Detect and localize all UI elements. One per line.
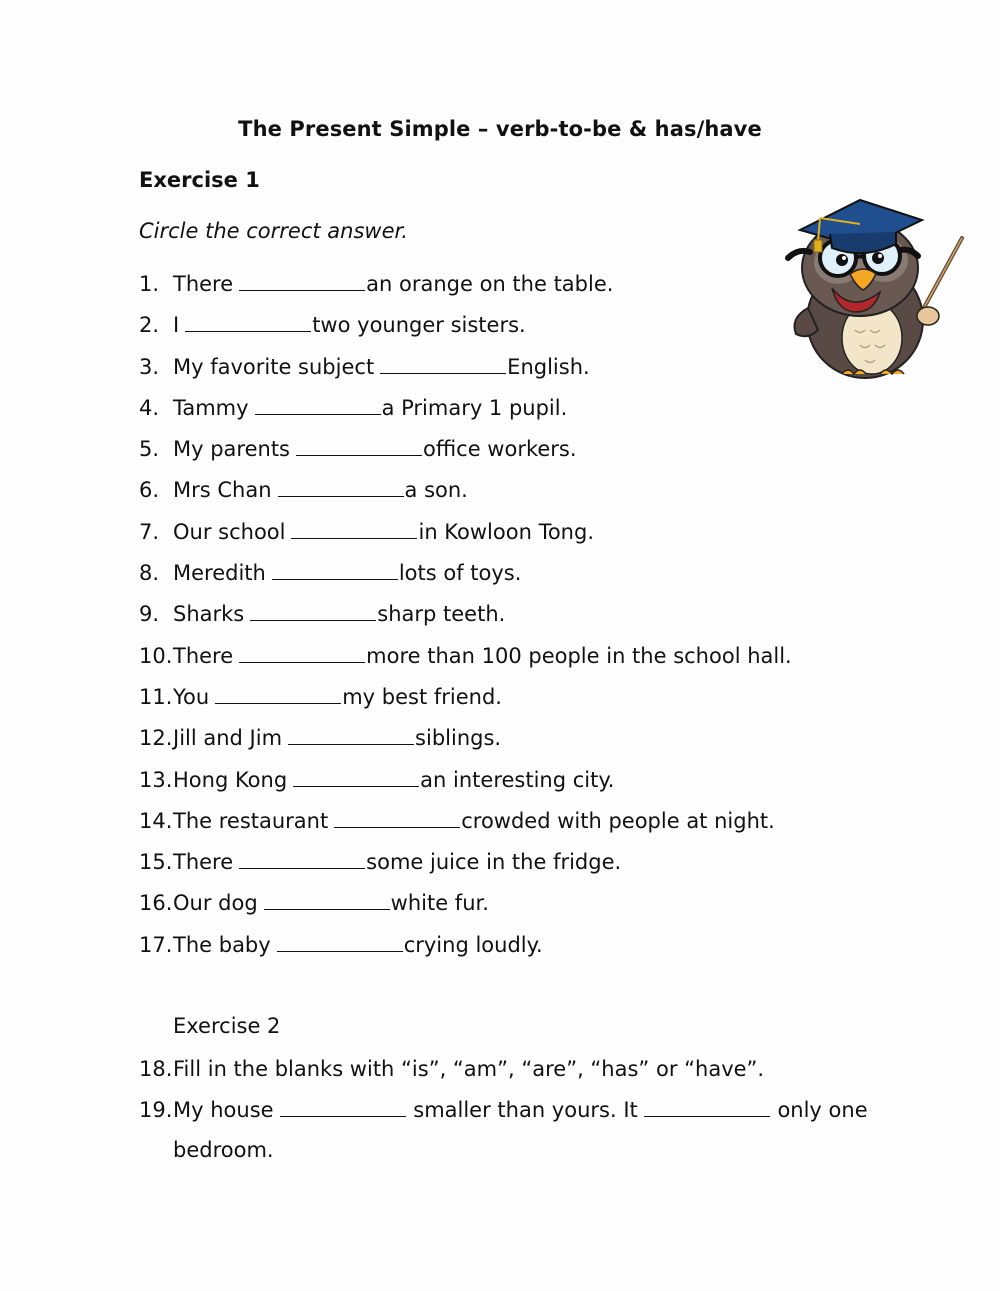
list-item — [139, 1096, 899, 1137]
answer-blank[interactable] — [255, 394, 381, 415]
answer-blank[interactable] — [272, 559, 398, 580]
list-item — [139, 559, 899, 600]
question-number: 1. — [139, 272, 160, 296]
question-text-before: Mrs Chan — [173, 478, 272, 503]
question-text-before: Hong Kong — [173, 767, 288, 792]
question-text-before: I — [173, 313, 180, 338]
answer-blank[interactable] — [239, 848, 365, 869]
list-item — [139, 848, 899, 889]
list-item — [139, 642, 899, 683]
question-text — [173, 807, 775, 835]
question-text-before: There — [173, 643, 234, 668]
question-text-before: Our school — [173, 519, 286, 544]
question-text-after: two younger sisters. — [312, 313, 526, 338]
question-text-after: in Kowloon Tong. — [418, 519, 594, 544]
question-text-after: an orange on the table. — [366, 272, 614, 296]
answer-blank[interactable] — [380, 353, 506, 374]
answer-blank[interactable] — [291, 518, 417, 539]
question-text-before: Sharks — [173, 602, 245, 627]
question-number: 15. — [139, 850, 173, 875]
list-item — [139, 600, 899, 641]
question-number: 12. — [139, 726, 173, 751]
question-number: 18. — [139, 1057, 173, 1081]
question-number: 14. — [139, 808, 173, 833]
answer-blank[interactable] — [644, 1096, 770, 1117]
question-text-after: my best friend. — [342, 684, 502, 709]
answer-blank[interactable] — [277, 931, 403, 952]
question-text-before: Meredith — [173, 561, 266, 586]
question-number: 5. — [139, 437, 160, 462]
question-text-part: smaller than yours. It — [413, 1098, 638, 1123]
question-text-after: white fur. — [390, 891, 489, 916]
owl-teacher-icon — [780, 190, 970, 390]
question-text-after: a Primary 1 pupil. — [381, 395, 568, 420]
question-text — [173, 270, 613, 298]
list-item — [139, 889, 899, 930]
answer-blank[interactable] — [293, 766, 419, 787]
question-text — [173, 848, 621, 876]
question-text — [173, 311, 526, 339]
question-text — [173, 435, 577, 463]
list-item — [139, 766, 899, 807]
question-text-after: an interesting city. — [420, 767, 615, 792]
question-text-before: Our dog — [173, 891, 258, 916]
question-text-before: My parents — [173, 437, 290, 462]
question-text — [173, 889, 489, 917]
question-number: 11. — [139, 684, 173, 709]
question-text-after: sharp teeth. — [377, 602, 506, 627]
list-item — [139, 724, 899, 765]
answer-blank[interactable] — [185, 311, 311, 332]
question-text — [173, 766, 614, 794]
question-text-before: You — [173, 684, 210, 709]
question-text-before: The restaurant — [173, 808, 329, 833]
question-text-after: English. — [507, 354, 590, 379]
question-text-after: more than 100 people in the school hall. — [366, 643, 792, 668]
question-text: Fill in the blanks with “is”, “am”, “are”, “has” or “have”. — [173, 1057, 765, 1081]
question-text-after: crying loudly. — [403, 932, 543, 957]
question-text-after: office workers. — [423, 437, 577, 462]
question-number: 19. — [139, 1098, 173, 1123]
question-text — [173, 642, 792, 670]
list-item — [139, 683, 899, 724]
question-text-before: Jill and Jim — [173, 726, 283, 751]
exercise-2-heading: Exercise 2 — [173, 1014, 281, 1038]
question-text — [173, 353, 590, 381]
question-number: 10. — [139, 643, 173, 668]
question-number: 8. — [139, 561, 160, 586]
answer-blank[interactable] — [280, 1096, 406, 1117]
answer-blank[interactable] — [250, 600, 376, 621]
question-text-after: lots of toys. — [398, 561, 522, 586]
question-number: 4. — [139, 395, 160, 420]
list-item — [139, 394, 899, 435]
question-continuation: bedroom. — [173, 1138, 274, 1162]
question-text — [173, 394, 567, 422]
question-text — [173, 931, 543, 959]
question-number: 17. — [139, 932, 173, 957]
question-text-part: only one — [777, 1098, 868, 1123]
list-item — [139, 1055, 899, 1096]
list-item — [139, 807, 899, 848]
question-number: 6. — [139, 478, 160, 503]
question-number: 2. — [139, 313, 160, 338]
question-number: 16. — [139, 891, 173, 916]
question-number: 3. — [139, 354, 160, 379]
answer-blank[interactable] — [239, 642, 365, 663]
answer-blank[interactable] — [288, 724, 414, 745]
question-text-after: siblings. — [415, 726, 502, 751]
question-number: 7. — [139, 519, 160, 544]
question-text-before: Tammy — [173, 395, 249, 420]
exercise-1-instruction: Circle the correct answer. — [139, 219, 408, 243]
answer-blank[interactable] — [239, 270, 365, 291]
question-text — [173, 476, 468, 504]
list-item — [139, 476, 899, 517]
question-text — [173, 559, 521, 587]
exercise-2-question-list — [139, 1055, 899, 1138]
page-title: The Present Simple – verb-to-be & has/have — [238, 117, 762, 141]
question-text-before: There — [173, 272, 234, 296]
exercise-1-heading: Exercise 1 — [139, 168, 260, 192]
answer-blank[interactable] — [334, 807, 460, 828]
list-item — [139, 931, 899, 972]
question-text-before: There — [173, 850, 234, 875]
question-text — [173, 1096, 868, 1124]
question-text-part: My house — [173, 1098, 274, 1123]
question-text-after: a son. — [404, 478, 468, 503]
question-text — [173, 724, 501, 752]
question-text — [173, 518, 594, 546]
question-text-after: some juice in the fridge. — [366, 850, 622, 875]
answer-blank[interactable] — [264, 889, 390, 910]
question-number: 9. — [139, 602, 160, 627]
question-text — [173, 683, 502, 711]
list-item — [139, 518, 899, 559]
answer-blank[interactable] — [215, 683, 341, 704]
answer-blank[interactable] — [278, 476, 404, 497]
question-text — [173, 600, 505, 628]
question-text-before: My favorite subject — [173, 354, 375, 379]
question-text-before: The baby — [173, 932, 271, 957]
list-item — [139, 435, 899, 476]
question-number: 13. — [139, 767, 173, 792]
answer-blank[interactable] — [296, 435, 422, 456]
question-text-after: crowded with people at night. — [461, 808, 775, 833]
